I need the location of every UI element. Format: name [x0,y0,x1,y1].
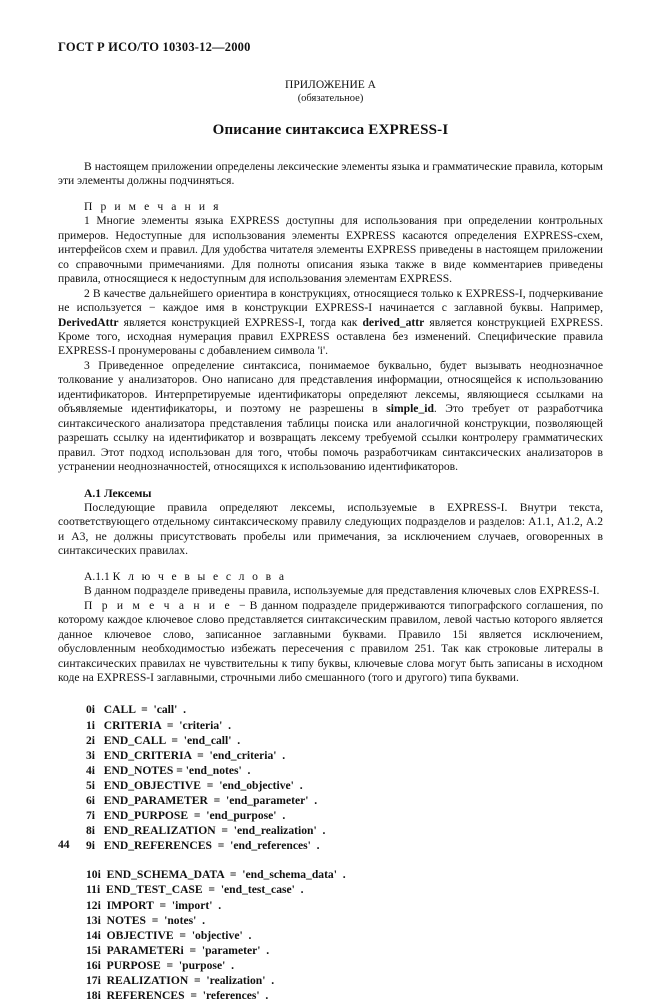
note-3-seg-1: 3 Приведенное определение синтаксиса, понимаемое буквально, будет вызывать неоднозначное толкование у анализаторов. Оно написано для представления информации, относящейся к использованию идентификаторов. Интерпретируемые идентификаторы определяют лексемы, являющиеся ссылками на объявляемые идентификаторы, и поэтому не разрешены в [58,358,603,416]
production-rule: 8i END_REALIZATION = 'end_realization' . [86,824,326,838]
production-rule: 16i PURPOSE = 'purpose' . [86,958,235,972]
production-rule: 13i NOTES = 'notes' . [86,913,206,927]
annex-label: ПРИЛОЖЕНИЕ А [285,79,376,91]
production-rule: 4i END_NOTES = 'end_notes' . [86,763,251,777]
note-3-bold-simple-id: simple_id [386,402,434,416]
production-rule: 9i END_REFERENCES = 'end_references' . [86,839,320,853]
note-2-bold-derived-attr: derived_attr [362,315,425,329]
intro-paragraph: В настоящем приложении определены лексические элементы языка и грамматические правила, которым эти элементы должны подчиняться. [58,160,603,188]
note-item-1: 1 Многие элементы языка EXPRESS доступны для использования при определении контрольных примеров. Недоступные для использования элементы EXPRESS касаются определения EXPRESS-схем, интерфейсов схем и правил. Для удобства читателя элементы EXPRESS приведены в настоящем приложении со справочными примечаниями. Для полноты описания языка также в виде комментариев приведены правила, относящиеся к недоступным для использования элементам EXPRESS. [58,214,603,286]
note-2-seg-3: является конструкцией EXPRESS. Кроме того, исходная нумерация правил EXPRESS оставлена без изменений. Специфические правила EXPRESS-I пронумерованы с добавлением символа 'i'. [58,315,603,358]
subsection-a11-paragraph: В данном подразделе приведены правила, используемые для представления ключевых слов EXPRESS-I. [84,584,600,598]
page-number: 44 [58,838,70,851]
production-rule: 0i CALL = 'call' . [86,703,187,717]
note-3-seg-2: . Это требует от разработчика синтаксического анализатора представления таблицы поиска или аналогичной конструкции, позволяющей разрешать ссылку на идентификатор и возвращать лексему требуемой ссылки контролеру грамматических правил. Этот подход использован для того, чтобы помочь разработчикам синтаксических анализаторов в устранении неоднозначностей, относящихся к использованию идентификаторов. [58,402,603,474]
production-rule: 5i END_OBJECTIVE = 'end_objective' . [86,778,303,792]
production-rule: 10i END_SCHEMA_DATA = 'end_schema_data' . [86,868,346,882]
page-content [58,78,603,1003]
production-rules-block [58,702,603,1003]
production-rule: 14i OBJECTIVE = 'objective' . [86,928,252,942]
production-rule: 1i CRITERIA = 'criteria' . [86,718,232,732]
production-rule: 6i END_PARAMETER = 'end_parameter' . [86,793,318,807]
production-rule: 11i END_TEST_CASE = 'end_test_case' . [86,883,304,897]
notes-heading: П р и м е ч а н и я [84,199,222,213]
section-a1-paragraph: Последующие правила определяют лексемы, используемые в EXPRESS-I. Внутри текста, соответствующего отдельному синтаксическому правилу следующих подразделов и разделов: А1.1, А1.2, А.2 и А3, не должны присутствовать пробелы или примечания, за исключением случаев, оговоренных в синтаксических правилах. [58,500,603,558]
production-rules-group-two [58,867,603,1003]
section-heading-a1: А.1 Лексемы [84,486,152,500]
note-2-seg-1: 2 В качестве дальнейшего ориентира в конструкциях, относящиеся только к EXPRESS-I, подчеркивание не используется − каждое имя в конструкции EXPRESS-I начинается с заглавной буквы. Например, [58,286,603,315]
note-label: П р и м е ч а н и е [84,598,239,612]
production-rule: 15i PARAMETERi = 'parameter' . [86,943,270,957]
subsection-heading-a11 [58,570,603,584]
production-rules-group-one [58,702,603,853]
running-head: ГОСТ Р ИСО/ТО 10303-12—2000 [58,40,251,54]
page-title: Описание синтаксиса EXPRESS-I [212,122,449,138]
production-rule: 2i END_CALL = 'end_call' . [86,733,241,747]
production-rule: 18i REFERENCES = 'references' . [86,989,269,1003]
subsection-a11-note [58,599,603,686]
production-rule: 17i REALIZATION = 'realization' . [86,974,275,987]
production-rule: 12i IMPORT = 'import' . [86,898,222,912]
note-item-3 [58,359,603,475]
production-rule: 7i END_PURPOSE = 'end_purpose' . [86,809,286,823]
subsection-title: К л ю ч е в ы е с л о в а [112,569,287,583]
production-rule: 3i END_CRITERIA = 'end_criteria' . [86,748,286,762]
annex-status: (обязательное) [297,93,364,104]
note-body: − В данном подразделе придерживаются типографского соглашения, по которому каждое ключевое слово представляется синтаксическим правилом, левой частью которого является данное ключевое слово, записанное заглавными буквами. Правило 15i является исключением, обусловленным необходимостью избежать пересечения с правилом 251. Так как строковые литералы в синтаксических правилах не чувствительны к типу буквы, ключевые слова могут быть записаны в исходном коде на EXPRESS-I заглавными, строчными либо смешанного (того и другого) типа буквами. [58,598,603,684]
note-item-2 [58,287,603,359]
subsection-number: А.1.1 [84,569,113,583]
note-2-bold-derivedattr: DerivedAttr [58,315,119,329]
note-2-seg-2: является конструкцией EXPRESS-I, тогда как [118,315,363,329]
